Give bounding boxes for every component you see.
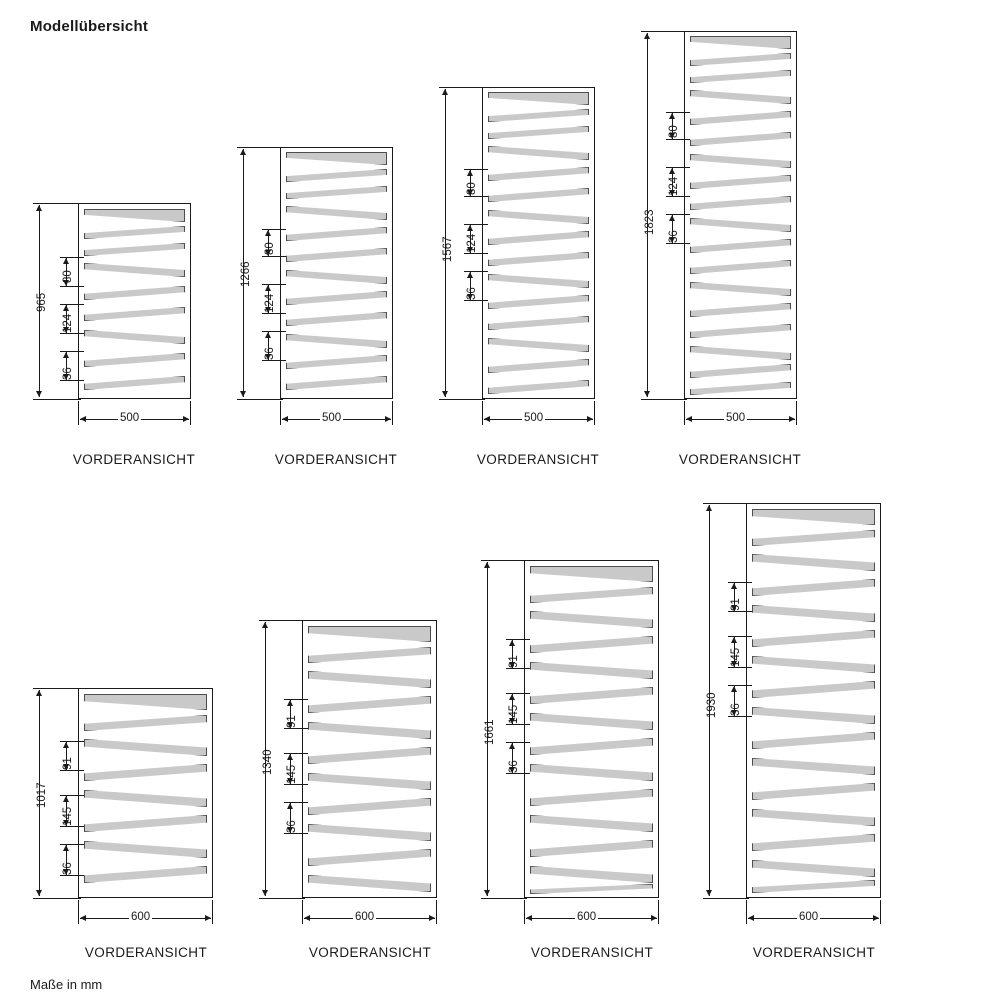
dimension-label-segment: 91 [62, 757, 74, 770]
dimension-tick [594, 401, 595, 425]
dimension-tick [464, 271, 488, 272]
arrow-icon [240, 391, 246, 397]
dimension-label-segment: 145 [730, 647, 742, 667]
dimension-tick [703, 503, 749, 504]
dimension-tick [33, 203, 81, 204]
dimension-tick [439, 399, 485, 400]
dimension-tick [666, 214, 690, 215]
arrow-icon [509, 694, 515, 700]
dimension-tick [439, 87, 485, 88]
dimension-label-segment: 36 [668, 230, 680, 243]
dimension-label-segment: 124 [264, 293, 276, 313]
dimension-tick [684, 401, 685, 425]
dimension-label-height: 1930 [706, 692, 718, 718]
dimension-tick [60, 741, 84, 742]
arrow-icon [669, 113, 675, 119]
arrow-icon [265, 285, 271, 291]
arrow-icon [262, 890, 268, 896]
dimension-tick [60, 333, 84, 334]
dimension-tick [78, 900, 79, 924]
dimension-label-segment: 80 [62, 270, 74, 283]
arrow-icon [63, 352, 69, 358]
arrow-icon [63, 845, 69, 851]
arrow-icon [183, 416, 189, 422]
arrow-icon [731, 583, 737, 589]
dimension-label-segment: 91 [730, 598, 742, 611]
dimension-label-segment: 36 [264, 347, 276, 360]
view-caption: VORDERANSICHT [476, 452, 600, 467]
dimension-tick [506, 724, 530, 725]
dimension-tick [728, 611, 752, 612]
dimension-tick [392, 401, 393, 425]
arrow-icon [287, 700, 293, 706]
arrow-icon [789, 416, 795, 422]
arrow-icon [587, 416, 593, 422]
dimension-tick [60, 257, 84, 258]
dimension-tick [60, 351, 84, 352]
dimension-tick [506, 773, 530, 774]
radiator-body-1823 [684, 31, 797, 399]
dimension-label-width: 500 [322, 412, 342, 424]
dimension-label-segment: 91 [286, 715, 298, 728]
dimension-label-height: 1567 [442, 236, 454, 262]
arrow-icon [669, 215, 675, 221]
view-caption: VORDERANSICHT [274, 452, 398, 467]
arrow-icon [484, 416, 490, 422]
arrow-icon [484, 890, 490, 896]
arrow-icon [282, 416, 288, 422]
arrow-icon [442, 89, 448, 95]
dimension-tick [464, 253, 488, 254]
arrow-icon [651, 915, 657, 921]
dimension-label-segment: 36 [508, 760, 520, 773]
dimension-tick [658, 900, 659, 924]
dimension-tick [284, 728, 308, 729]
dimension-tick [60, 875, 84, 876]
arrow-icon [63, 742, 69, 748]
dimension-tick [237, 399, 283, 400]
dimension-tick [880, 900, 881, 924]
arrow-icon [36, 205, 42, 211]
arrow-icon [731, 637, 737, 643]
dimension-tick [666, 167, 690, 168]
dimension-label-segment: 80 [668, 125, 680, 138]
dimension-tick [262, 360, 286, 361]
view-caption: VORDERANSICHT [530, 945, 654, 960]
dimension-tick [481, 898, 527, 899]
view-caption: VORDERANSICHT [678, 452, 802, 467]
dimension-tick [482, 401, 483, 425]
dimension-tick [464, 196, 488, 197]
view-caption: VORDERANSICHT [84, 945, 208, 960]
dimension-tick [259, 620, 305, 621]
dimension-tick [506, 639, 530, 640]
dimension-tick [280, 401, 281, 425]
dimension-label-height: 1661 [484, 719, 496, 745]
dimension-label-height: 1823 [644, 209, 656, 235]
arrow-icon [429, 915, 435, 921]
dimension-tick [666, 196, 690, 197]
dimension-tick [33, 898, 81, 899]
dimension-label-segment: 124 [668, 176, 680, 196]
view-caption: VORDERANSICHT [752, 945, 876, 960]
dimension-tick [728, 685, 752, 686]
arrow-icon [63, 796, 69, 802]
dimension-label-width: 600 [577, 911, 597, 923]
dimension-label-height: 1017 [36, 782, 48, 808]
dimension-tick [703, 898, 749, 899]
arrow-icon [467, 170, 473, 176]
dimension-tick [728, 636, 752, 637]
dimension-label-width: 600 [799, 911, 819, 923]
dimension-tick [262, 229, 286, 230]
dimension-tick [481, 560, 527, 561]
dimension-tick [259, 898, 305, 899]
dimension-label-height: 1340 [262, 749, 274, 775]
dimension-tick [60, 380, 84, 381]
arrow-icon [731, 686, 737, 692]
dimension-tick [464, 169, 488, 170]
dimension-tick [60, 304, 84, 305]
arrow-icon [509, 743, 515, 749]
arrow-icon [748, 915, 754, 921]
arrow-icon [467, 272, 473, 278]
arrow-icon [669, 168, 675, 174]
dimension-tick [796, 401, 797, 425]
dimension-label-segment: 91 [508, 655, 520, 668]
dimension-label-segment: 145 [508, 704, 520, 724]
arrow-icon [36, 690, 42, 696]
arrow-icon [686, 416, 692, 422]
arrow-icon [484, 562, 490, 568]
dimension-label-height: 1266 [240, 261, 252, 287]
dimension-label-segment: 124 [466, 233, 478, 253]
view-caption: VORDERANSICHT [308, 945, 432, 960]
dimension-tick [464, 300, 488, 301]
dimension-tick [212, 900, 213, 924]
dimension-tick [262, 331, 286, 332]
dimension-label-segment: 80 [264, 242, 276, 255]
dimension-label-segment: 36 [466, 287, 478, 300]
dimension-tick [262, 313, 286, 314]
dimension-tick [284, 802, 308, 803]
dimension-tick [190, 401, 191, 425]
dimension-label-segment: 36 [730, 703, 742, 716]
arrow-icon [467, 225, 473, 231]
dimension-label-width: 500 [726, 412, 746, 424]
dimension-tick [262, 284, 286, 285]
dimension-label-width: 600 [131, 911, 151, 923]
arrow-icon [304, 915, 310, 921]
dimension-tick [60, 826, 84, 827]
dimension-tick [641, 31, 687, 32]
units-note: Maße in mm [30, 977, 103, 992]
dimension-label-height: 965 [36, 292, 48, 312]
dimension-tick [728, 667, 752, 668]
dimension-tick [666, 139, 690, 140]
dimension-tick [33, 688, 81, 689]
dimension-tick [506, 693, 530, 694]
arrow-icon [63, 305, 69, 311]
dimension-tick [506, 742, 530, 743]
dimension-tick [746, 900, 747, 924]
dimension-label-segment: 36 [62, 862, 74, 875]
arrow-icon [36, 391, 42, 397]
arrow-icon [80, 915, 86, 921]
dimension-tick [666, 112, 690, 113]
dimension-tick [284, 699, 308, 700]
dimension-tick [302, 900, 303, 924]
dimension-tick [78, 401, 79, 425]
dimension-tick [464, 224, 488, 225]
arrow-icon [706, 890, 712, 896]
dimension-label-width: 600 [355, 911, 375, 923]
arrow-icon [63, 258, 69, 264]
dimension-label-segment: 145 [62, 806, 74, 826]
arrow-icon [509, 640, 515, 646]
dimension-label-width: 500 [120, 412, 140, 424]
dimension-label-segment: 124 [62, 313, 74, 333]
arrow-icon [706, 505, 712, 511]
arrow-icon [265, 332, 271, 338]
page-title: Modellübersicht [30, 18, 149, 35]
arrow-icon [265, 230, 271, 236]
dimension-tick [262, 256, 286, 257]
dimension-tick [237, 147, 283, 148]
arrow-icon [385, 416, 391, 422]
dimension-tick [284, 753, 308, 754]
dimension-tick [60, 286, 84, 287]
arrow-icon [262, 622, 268, 628]
view-caption: VORDERANSICHT [72, 452, 196, 467]
arrow-icon [287, 803, 293, 809]
dimension-label-width: 500 [524, 412, 544, 424]
arrow-icon [205, 915, 211, 921]
arrow-icon [644, 391, 650, 397]
dimension-tick [506, 668, 530, 669]
arrow-icon [80, 416, 86, 422]
arrow-icon [36, 890, 42, 896]
dimension-label-segment: 145 [286, 764, 298, 784]
dimension-tick [728, 716, 752, 717]
arrow-icon [442, 391, 448, 397]
arrow-icon [526, 915, 532, 921]
dimension-tick [284, 784, 308, 785]
dimension-tick [60, 844, 84, 845]
dimension-label-segment: 80 [466, 182, 478, 195]
arrow-icon [644, 33, 650, 39]
arrow-icon [240, 149, 246, 155]
dimension-tick [641, 399, 687, 400]
dimension-tick [60, 795, 84, 796]
dimension-tick [60, 770, 84, 771]
dimension-tick [728, 582, 752, 583]
dimension-tick [33, 399, 81, 400]
dimension-tick [284, 833, 308, 834]
arrow-icon [873, 915, 879, 921]
dimension-tick [666, 243, 690, 244]
dimension-label-segment: 36 [62, 367, 74, 380]
dimension-tick [436, 900, 437, 924]
arrow-icon [287, 754, 293, 760]
dimension-tick [524, 900, 525, 924]
dimension-label-segment: 36 [286, 820, 298, 833]
